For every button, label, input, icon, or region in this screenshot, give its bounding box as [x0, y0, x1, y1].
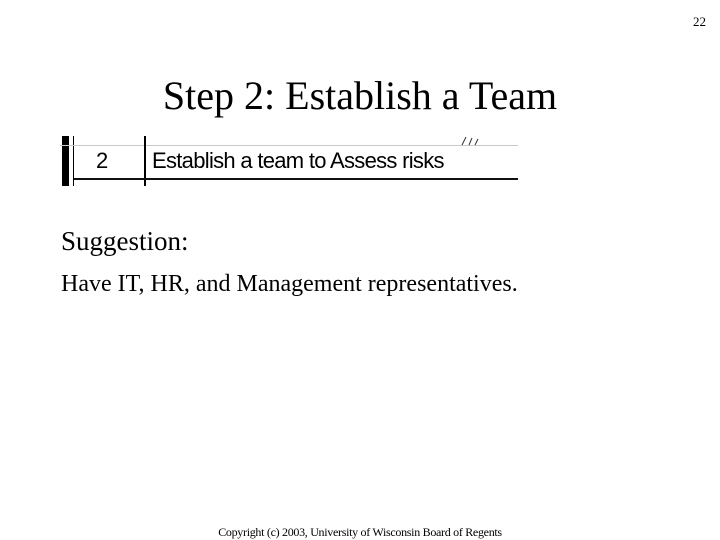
copyright-footer: Copyright (c) 2003, University of Wisconsin Board of Regents — [218, 525, 502, 539]
suggestion-label: Suggestion: — [61, 226, 189, 256]
strip-bottom-rule — [74, 178, 518, 180]
suggestion-text: Have IT, HR, and Management representatives. — [61, 271, 518, 297]
slide-title: Step 2: Establish a Team — [162, 73, 558, 118]
strip-thick-bar — [62, 136, 69, 186]
strip-top-rule — [60, 145, 518, 146]
strip-step-text: Establish a team to Assess risks — [152, 148, 444, 173]
step-strip-image — [60, 134, 518, 188]
strip-check-mark — [460, 136, 484, 146]
strip-step-number: 2 — [96, 148, 109, 173]
slide-number: 22 — [693, 14, 706, 29]
